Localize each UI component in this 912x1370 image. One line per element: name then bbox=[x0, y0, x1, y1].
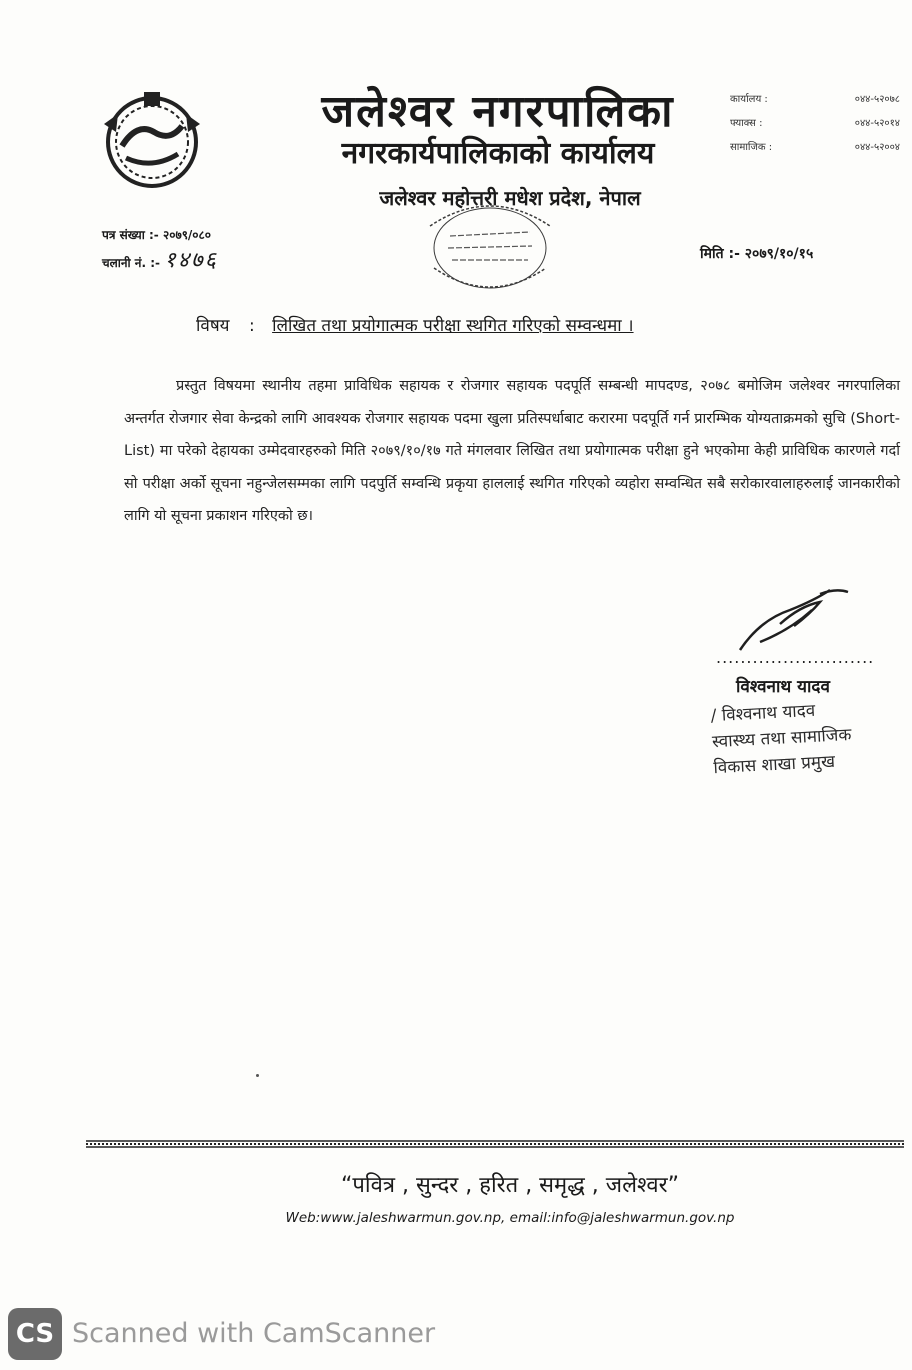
footer-motto: “पवित्र , सुन्दर , हरित , समृद्ध , जलेश्वर” bbox=[341, 1173, 679, 1198]
subject-text: लिखित तथा प्रयोगात्मक परीक्षा स्थगित गरिएको सम्वन्धमा । bbox=[272, 316, 634, 336]
footer-web-email: Web:www.jaleshwarmun.gov.np, email:info@jaleshwarmun.gov.np bbox=[285, 1210, 735, 1226]
letter-date: मिति :- २०७९/१०/१५ bbox=[700, 246, 814, 262]
handwritten-designation: / विश्वनाथ यादव स्वास्थ्य तथा सामाजिक विकास शाखा प्रमुख bbox=[710, 700, 852, 779]
contact-social: सामाजिक : ०४४-५२००४ bbox=[730, 142, 900, 153]
page-title: जलेश्वर नगरपालिका bbox=[321, 86, 675, 137]
municipality-emblem-icon bbox=[92, 84, 212, 196]
subject-line bbox=[196, 312, 836, 340]
contact-fax: फ्याक्स : ०४४-५२०१४ bbox=[730, 118, 900, 129]
office-address: जलेश्वर महोत्तरी मधेश प्रदेश, नेपाल bbox=[379, 186, 641, 210]
contact-office: कार्यालय : ०४४-५२०७८ bbox=[730, 94, 900, 105]
letter-number: पत्र संख्या :- २०७९/०८० bbox=[102, 228, 212, 242]
office-subtitle: नगरकार्यपालिकाको कार्यालय bbox=[341, 136, 655, 171]
signature-line: .......................... bbox=[716, 648, 875, 667]
scan-speck bbox=[256, 1074, 259, 1077]
contact-list bbox=[730, 88, 900, 160]
footer-divider bbox=[86, 1134, 904, 1144]
reference-numbers bbox=[102, 222, 218, 276]
signatory-name: विश्वनाथ यादव bbox=[736, 677, 830, 697]
camscanner-logo-icon: CS bbox=[8, 1308, 62, 1360]
subject-label: विषय bbox=[196, 316, 230, 336]
dispatch-number: चलानी नं. :- १४७६ bbox=[102, 248, 218, 273]
subject-colon: : bbox=[248, 316, 255, 336]
notice-body: प्रस्तुत विषयमा स्थानीय तहमा प्राविधिक सहायक र रोजगार सहायक पदपूर्ति सम्बन्धी मापदण्ड, २०७८ बमोजिम जलेश्वर नगरपालिका अन्तर्गत रोजगार सेवा केन्द्रको लागि आवश्यक रोजगार सहायक पदमा खुला प्रतिस्पर्धाबाट करारमा पदपूर्ति गर्न प्रारम्भिक योग्यताक्रमको सुचि (Short-List) मा परेको देहायका उम्मेदवारहरुको मिति २०७९/१०/१७ गते मंगलवार लिखित तथा प्रयोगात्मक परीक्षा हुने भएकोमा केही प्राविधिक कारणले गर्दा सो परीक्षा अर्को सूचना नहुन्जेलसम्मका लागि पदपुर्ति सम्वन्धि प्रकृया हाललाई स्थगित गरिएको व्यहोरा सम्वन्धित सबै सरोकारवालाहरुलाई जानकारीको लागि यो सूचना प्रकाशन गरिएको छ। bbox=[124, 378, 900, 524]
camscanner-watermark: Scanned with CamScanner bbox=[72, 1318, 436, 1349]
office-stamp bbox=[420, 196, 560, 306]
